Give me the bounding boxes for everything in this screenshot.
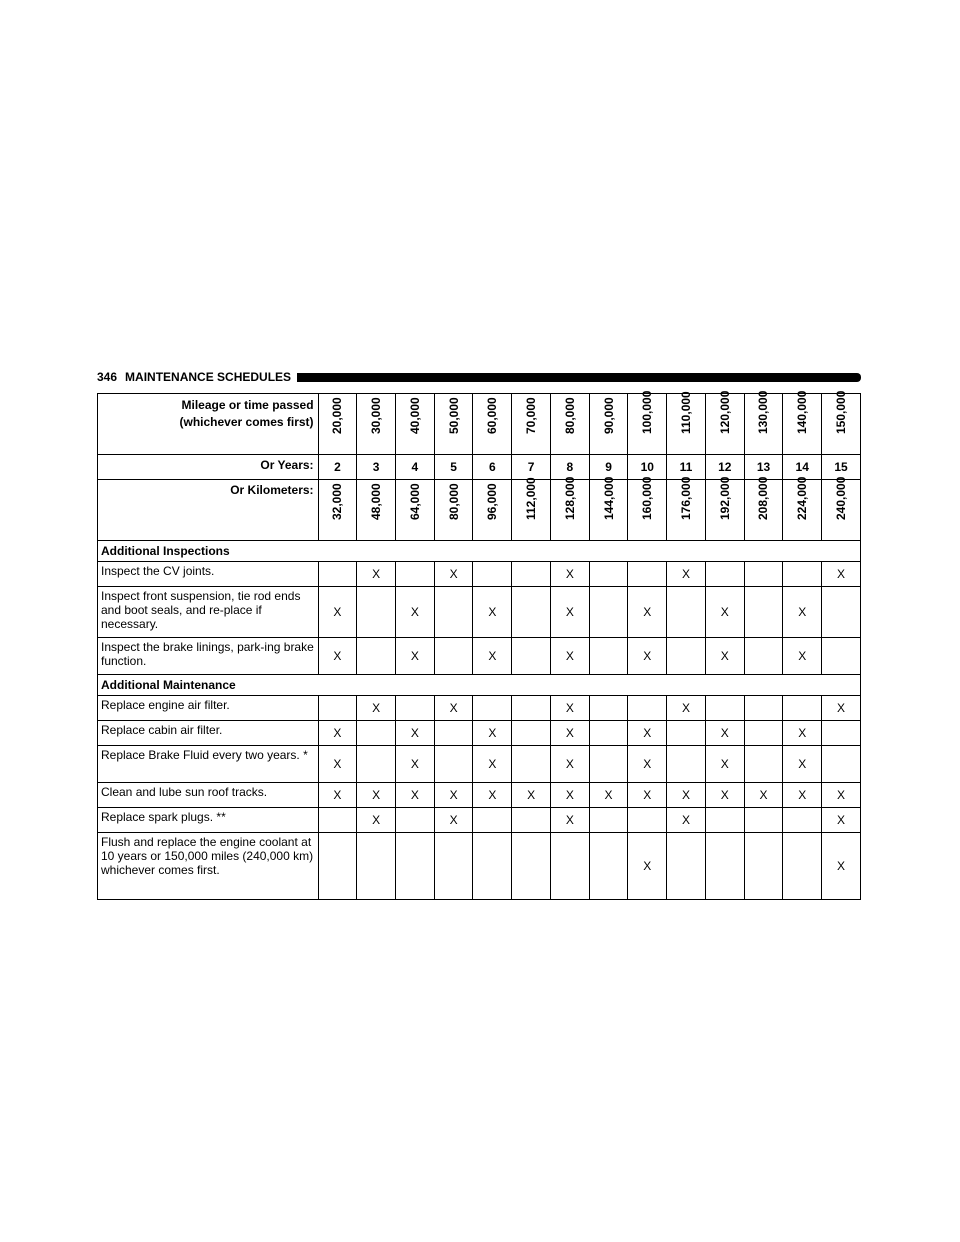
years-value: 6 xyxy=(473,455,512,480)
schedule-mark xyxy=(396,696,435,721)
schedule-mark xyxy=(744,562,783,587)
schedule-mark xyxy=(512,638,551,675)
section-title: Additional Inspections xyxy=(98,541,861,562)
schedule-mark: X xyxy=(434,562,473,587)
schedule-mark: X xyxy=(822,562,861,587)
schedule-mark: X xyxy=(434,696,473,721)
schedule-mark xyxy=(667,587,706,638)
schedule-mark xyxy=(667,746,706,783)
kilometers-cell xyxy=(667,476,706,541)
schedule-mark xyxy=(667,638,706,675)
schedule-mark: X xyxy=(628,721,667,746)
service-item-label: Replace cabin air filter. xyxy=(98,721,319,746)
schedule-mark: X xyxy=(357,808,396,833)
schedule-mark: X xyxy=(550,638,589,675)
kilometers-cell xyxy=(357,480,396,541)
schedule-mark: X xyxy=(318,746,357,783)
schedule-mark: X xyxy=(667,783,706,808)
kilometers-cell xyxy=(550,476,589,541)
schedule-mark xyxy=(318,696,357,721)
schedule-mark: X xyxy=(822,696,861,721)
years-value: 4 xyxy=(396,455,435,480)
years-row xyxy=(98,455,861,480)
schedule-mark: X xyxy=(705,638,744,675)
schedule-mark xyxy=(628,808,667,833)
schedule-mark xyxy=(705,696,744,721)
schedule-mark xyxy=(550,833,589,900)
schedule-mark: X xyxy=(357,696,396,721)
schedule-mark: X xyxy=(628,638,667,675)
schedule-mark xyxy=(589,638,628,675)
kilometers-value: 64,000 xyxy=(407,483,422,520)
schedule-mark xyxy=(589,746,628,783)
table-row xyxy=(98,638,861,675)
service-item-label: Replace spark plugs. ** xyxy=(98,808,319,833)
schedule-mark xyxy=(783,562,822,587)
schedule-mark xyxy=(434,833,473,900)
kilometers-cell xyxy=(744,476,783,541)
schedule-mark: X xyxy=(550,746,589,783)
schedule-mark: X xyxy=(434,783,473,808)
kilometers-value: 144,000 xyxy=(601,476,616,520)
mileage-label-line1: Mileage or time passed xyxy=(181,398,314,412)
schedule-mark: X xyxy=(473,746,512,783)
schedule-mark xyxy=(357,638,396,675)
mileage-row xyxy=(98,394,861,455)
schedule-mark xyxy=(473,696,512,721)
mileage-cell xyxy=(396,394,435,455)
schedule-mark: X xyxy=(473,783,512,808)
schedule-mark xyxy=(318,562,357,587)
schedule-mark: X xyxy=(550,808,589,833)
schedule-mark xyxy=(473,833,512,900)
mileage-cell xyxy=(783,390,822,455)
schedule-mark: X xyxy=(473,638,512,675)
mileage-value: 150,000 xyxy=(834,390,849,434)
schedule-mark xyxy=(589,808,628,833)
schedule-mark: X xyxy=(783,587,822,638)
schedule-mark: X xyxy=(822,833,861,900)
schedule-mark xyxy=(589,562,628,587)
kilometers-value: 224,000 xyxy=(795,476,810,520)
years-value: 9 xyxy=(589,455,628,480)
schedule-mark xyxy=(589,696,628,721)
schedule-mark xyxy=(667,833,706,900)
schedule-mark xyxy=(434,721,473,746)
table-row xyxy=(98,587,861,638)
schedule-mark: X xyxy=(783,783,822,808)
section-header-row xyxy=(98,675,861,696)
maintenance-schedule-table xyxy=(97,390,861,900)
service-item-label: Clean and lube sun roof tracks. xyxy=(98,783,319,808)
mileage-value: 50,000 xyxy=(446,397,461,434)
mileage-cell xyxy=(434,394,473,455)
years-value: 14 xyxy=(783,455,822,480)
schedule-mark: X xyxy=(783,638,822,675)
schedule-mark: X xyxy=(318,721,357,746)
section-title: Additional Maintenance xyxy=(98,675,861,696)
kilometers-cell xyxy=(318,480,357,541)
mileage-value: 120,000 xyxy=(717,390,732,434)
schedule-mark xyxy=(705,833,744,900)
schedule-mark xyxy=(318,808,357,833)
mileage-cell xyxy=(357,394,396,455)
mileage-value: 110,000 xyxy=(679,391,694,434)
years-value: 8 xyxy=(550,455,589,480)
years-value: 12 xyxy=(705,455,744,480)
schedule-mark xyxy=(396,562,435,587)
schedule-mark: X xyxy=(396,746,435,783)
schedule-mark: X xyxy=(783,746,822,783)
schedule-mark: X xyxy=(357,783,396,808)
kilometers-value: 208,000 xyxy=(756,476,771,520)
years-value: 5 xyxy=(434,455,473,480)
kilometers-value: 96,000 xyxy=(485,483,500,520)
kilometers-value: 128,000 xyxy=(562,476,577,520)
schedule-mark xyxy=(744,696,783,721)
schedule-mark: X xyxy=(822,783,861,808)
schedule-mark xyxy=(589,833,628,900)
kilometers-row xyxy=(98,480,861,541)
table-row xyxy=(98,808,861,833)
schedule-mark: X xyxy=(318,783,357,808)
years-value: 10 xyxy=(628,455,667,480)
schedule-mark xyxy=(744,721,783,746)
schedule-mark: X xyxy=(667,562,706,587)
kilometers-value: 160,000 xyxy=(640,476,655,520)
page-number: 346 xyxy=(97,370,118,384)
kilometers-value: 240,000 xyxy=(834,476,849,520)
schedule-mark xyxy=(783,833,822,900)
kilometers-value: 80,000 xyxy=(446,483,461,520)
schedule-mark xyxy=(512,833,551,900)
table-row xyxy=(98,833,861,900)
service-item-label: Flush and replace the engine coolant at 10 years or 150,000 miles (240,000 km) whichever comes first. xyxy=(98,833,319,900)
schedule-mark: X xyxy=(783,721,822,746)
service-item-label: Inspect the brake linings, park-ing brake function. xyxy=(98,638,319,675)
service-item-label: Replace Brake Fluid every two years. * xyxy=(98,746,319,783)
schedule-mark xyxy=(512,746,551,783)
kilometers-cell xyxy=(512,477,551,541)
years-value: 15 xyxy=(822,455,861,480)
mileage-value: 30,000 xyxy=(369,397,384,434)
schedule-mark: X xyxy=(550,696,589,721)
schedule-mark xyxy=(822,746,861,783)
schedule-mark: X xyxy=(512,783,551,808)
schedule-mark: X xyxy=(705,721,744,746)
schedule-mark: X xyxy=(396,783,435,808)
schedule-mark: X xyxy=(473,587,512,638)
schedule-mark: X xyxy=(396,638,435,675)
mileage-cell xyxy=(744,390,783,455)
schedule-mark xyxy=(744,746,783,783)
kilometers-value: 112,000 xyxy=(524,477,539,520)
schedule-mark xyxy=(589,721,628,746)
schedule-mark: X xyxy=(550,562,589,587)
schedule-mark: X xyxy=(318,587,357,638)
mileage-value: 140,000 xyxy=(795,390,810,434)
kilometers-value: 48,000 xyxy=(369,483,384,520)
schedule-mark xyxy=(357,833,396,900)
years-value: 7 xyxy=(512,455,551,480)
mileage-cell xyxy=(628,390,667,455)
schedule-mark xyxy=(744,638,783,675)
schedule-mark xyxy=(318,833,357,900)
schedule-mark xyxy=(357,587,396,638)
years-value: 11 xyxy=(667,455,706,480)
kilometers-label: Or Kilometers: xyxy=(98,480,319,541)
schedule-mark: X xyxy=(318,638,357,675)
schedule-mark: X xyxy=(396,721,435,746)
table-row xyxy=(98,746,861,783)
schedule-mark: X xyxy=(550,721,589,746)
schedule-mark: X xyxy=(357,562,396,587)
service-item-label: Inspect the CV joints. xyxy=(98,562,319,587)
mileage-value: 40,000 xyxy=(407,397,422,434)
schedule-mark: X xyxy=(628,587,667,638)
schedule-mark: X xyxy=(705,746,744,783)
mileage-value: 130,000 xyxy=(756,390,771,434)
schedule-mark xyxy=(396,833,435,900)
schedule-mark: X xyxy=(744,783,783,808)
schedule-mark xyxy=(357,721,396,746)
schedule-mark: X xyxy=(667,696,706,721)
mileage-cell xyxy=(473,394,512,455)
mileage-value: 80,000 xyxy=(562,397,577,434)
schedule-mark xyxy=(434,638,473,675)
schedule-mark xyxy=(744,833,783,900)
mileage-value: 100,000 xyxy=(640,390,655,434)
schedule-mark xyxy=(512,587,551,638)
schedule-mark: X xyxy=(550,783,589,808)
years-value: 2 xyxy=(318,455,357,480)
mileage-value: 20,000 xyxy=(330,397,345,434)
mileage-cell xyxy=(705,390,744,455)
schedule-body xyxy=(98,390,861,900)
kilometers-cell xyxy=(783,476,822,541)
kilometers-cell xyxy=(589,476,628,541)
schedule-mark xyxy=(512,721,551,746)
schedule-mark xyxy=(473,562,512,587)
mileage-value: 60,000 xyxy=(485,397,500,434)
table-row xyxy=(98,562,861,587)
mileage-label-line2: (whichever comes first) xyxy=(179,415,314,429)
kilometers-cell xyxy=(628,476,667,541)
mileage-cell xyxy=(318,394,357,455)
schedule-mark xyxy=(822,587,861,638)
kilometers-value: 176,000 xyxy=(679,476,694,520)
schedule-mark xyxy=(744,587,783,638)
kilometers-cell xyxy=(822,476,861,541)
mileage-label xyxy=(98,394,319,455)
schedule-mark: X xyxy=(396,587,435,638)
schedule-mark: X xyxy=(589,783,628,808)
mileage-cell xyxy=(667,391,706,455)
schedule-mark xyxy=(705,808,744,833)
schedule-mark: X xyxy=(705,783,744,808)
schedule-mark xyxy=(396,808,435,833)
table-row xyxy=(98,696,861,721)
schedule-mark: X xyxy=(628,783,667,808)
schedule-mark xyxy=(822,638,861,675)
schedule-mark xyxy=(628,696,667,721)
mileage-cell xyxy=(589,394,628,455)
table-row xyxy=(98,783,861,808)
schedule-mark: X xyxy=(667,808,706,833)
schedule-mark xyxy=(434,587,473,638)
schedule-mark: X xyxy=(628,746,667,783)
schedule-mark xyxy=(589,587,628,638)
years-value: 13 xyxy=(744,455,783,480)
mileage-cell xyxy=(822,390,861,455)
kilometers-value: 32,000 xyxy=(330,483,345,520)
schedule-mark: X xyxy=(473,721,512,746)
schedule-mark: X xyxy=(434,808,473,833)
schedule-mark xyxy=(783,696,822,721)
schedule-mark xyxy=(783,808,822,833)
kilometers-cell xyxy=(705,476,744,541)
schedule-mark: X xyxy=(628,833,667,900)
schedule-mark xyxy=(628,562,667,587)
schedule-mark xyxy=(512,808,551,833)
kilometers-cell xyxy=(473,480,512,541)
schedule-mark xyxy=(744,808,783,833)
years-value: 3 xyxy=(357,455,396,480)
schedule-mark xyxy=(512,562,551,587)
mileage-value: 70,000 xyxy=(524,397,539,434)
schedule-mark xyxy=(357,746,396,783)
schedule-mark xyxy=(667,721,706,746)
schedule-mark xyxy=(705,562,744,587)
schedule-mark xyxy=(512,696,551,721)
kilometers-cell xyxy=(396,480,435,541)
section-title: MAINTENANCE SCHEDULES xyxy=(125,370,292,384)
schedule-mark xyxy=(434,746,473,783)
section-header-row xyxy=(98,541,861,562)
mileage-value: 90,000 xyxy=(601,397,616,434)
service-item-label: Replace engine air filter. xyxy=(98,696,319,721)
page-header xyxy=(97,368,861,386)
kilometers-cell xyxy=(434,480,473,541)
schedule-mark xyxy=(822,721,861,746)
schedule-mark xyxy=(473,808,512,833)
kilometers-value: 192,000 xyxy=(717,476,732,520)
years-label: Or Years: xyxy=(98,455,319,480)
mileage-cell xyxy=(550,394,589,455)
header-rule xyxy=(297,373,861,382)
service-item-label: Inspect front suspension, tie rod ends and boot seals, and re-place if necessary. xyxy=(98,587,319,638)
schedule-mark: X xyxy=(822,808,861,833)
schedule-mark: X xyxy=(705,587,744,638)
table-row xyxy=(98,721,861,746)
mileage-cell xyxy=(512,394,551,455)
schedule-mark: X xyxy=(550,587,589,638)
